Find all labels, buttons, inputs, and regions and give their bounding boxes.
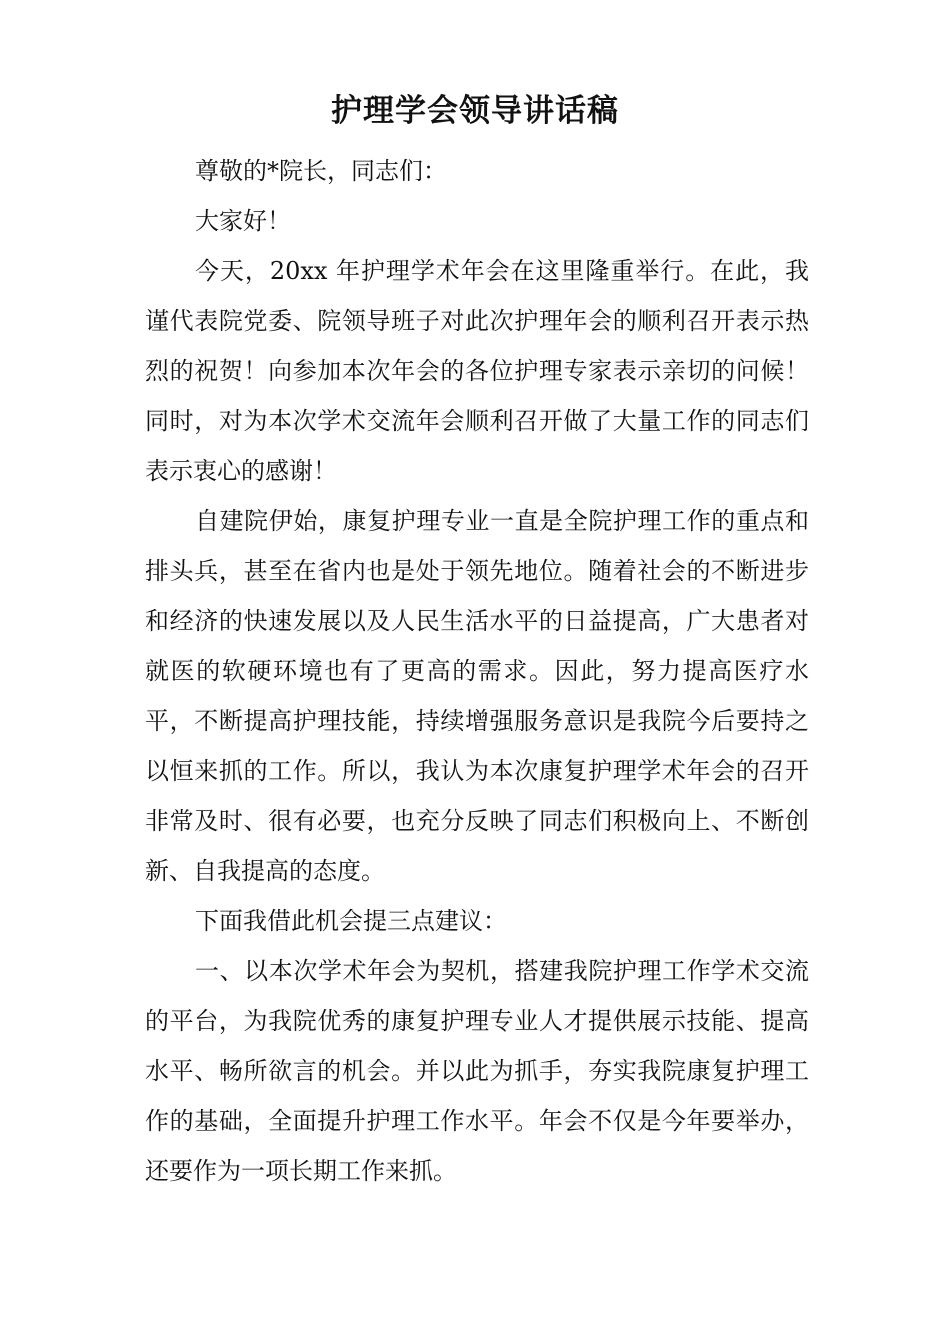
paragraph-suggestions-intro: 下面我借此机会提三点建议： [195, 907, 507, 935]
document-title: 护理学会领导讲话稿 [331, 93, 619, 129]
salutation: 尊敬的*院长，同志们： [195, 157, 447, 185]
paragraph-background: 自建院伊始，康复护理专业一直是全院护理工作的重点和排头兵，甚至在省内也是处于领先地位。随着社会的不断进步和经济的快速发展以及人民生活水平的日益提高，广大患者对就医的软硬环境也有了更高的需求。因此，努力提高医疗水平，不断提高护理技能，持续增强服务意识是我院今后要持之以恒来抓的工作。所以，我认为本次康复护理学术年会的召开非常及时、很有必要，也充分反映了同志们积极向上、不断创新、自我提高的态度。 [145, 507, 809, 885]
greeting: 大家好！ [195, 207, 291, 235]
paragraph-opening: 今天，20xx 年护理学术年会在这里隆重举行。在此，我谨代表院党委、院领导班子对此次护理年会的顺利召开表示热烈的祝贺！向参加本次年会的各位护理专家表示亲切的问候！同时，对为本次学术交流年会顺利召开做了大量工作的同志们表示衷心的感谢！ [145, 257, 809, 485]
document-body [145, 146, 809, 1196]
paragraph-suggestion-one: 一、以本次学术年会为契机，搭建我院护理工作学术交流的平台，为我院优秀的康复护理专业人才提供展示技能、提高水平、畅所欲言的机会。并以此为抓手，夯实我院康复护理工作的基础，全面提升护理工作水平。年会不仅是今年要举办，还要作为一项长期工作来抓。 [145, 957, 809, 1185]
